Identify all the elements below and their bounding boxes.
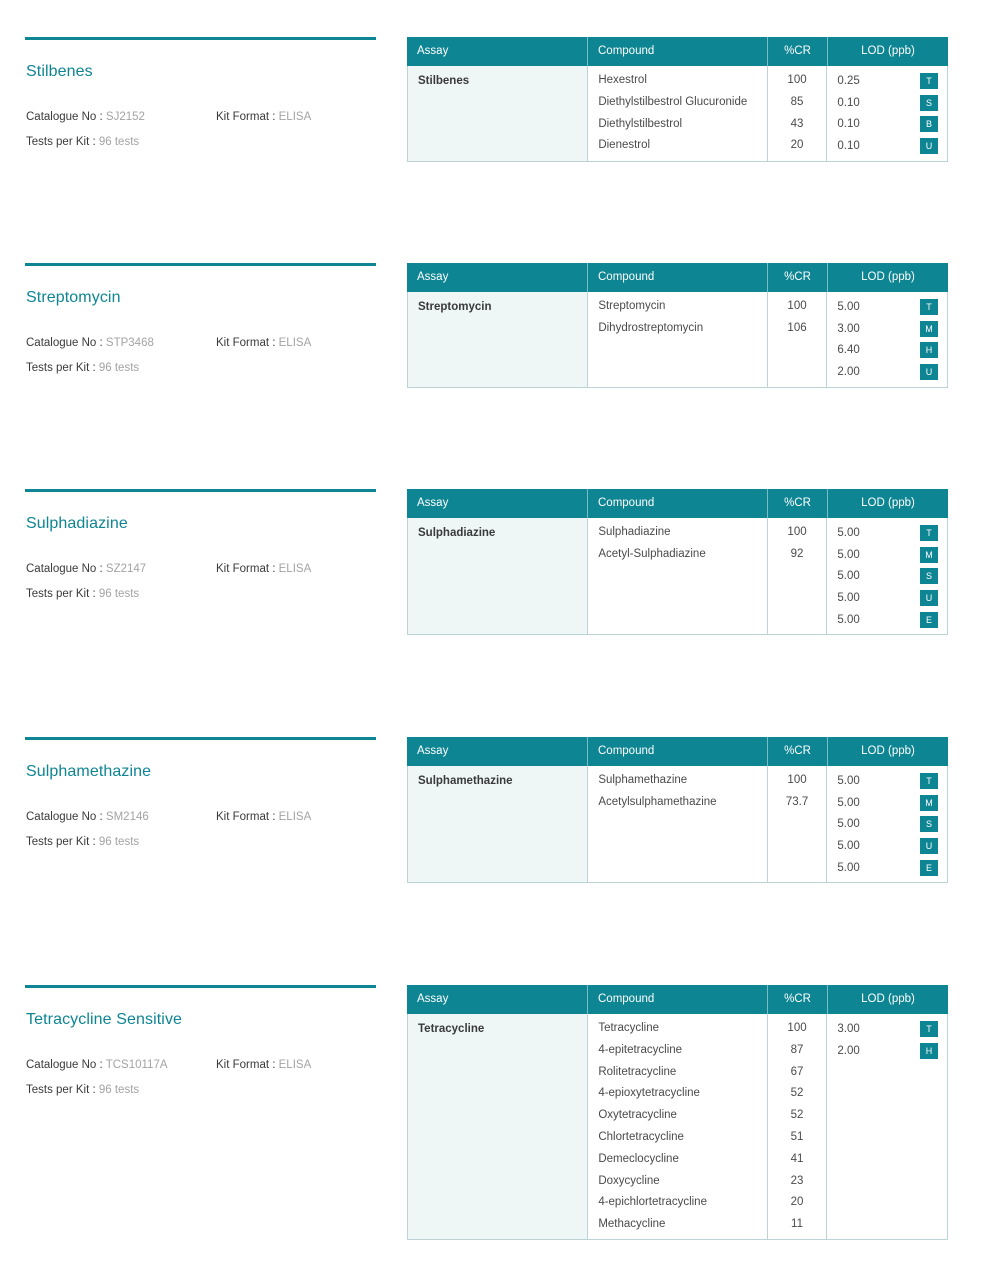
tests-per-kit	[26, 1084, 139, 1096]
header-lod: LOD (ppb)	[827, 489, 948, 518]
cr-value: 87	[790, 1043, 804, 1056]
tests-per-kit-label: Tests per Kit :	[26, 136, 96, 148]
product-title: Sulphamethazine	[26, 763, 152, 780]
section-rule	[25, 489, 376, 492]
product-info	[25, 37, 376, 148]
cr-value: 100	[787, 300, 807, 312]
product-info	[25, 737, 376, 848]
assay-table	[407, 737, 948, 883]
cr-column	[767, 518, 827, 634]
lod-value: 0.10	[837, 96, 860, 109]
cr-value: 20	[790, 1196, 804, 1209]
compound-name: 4-epitetracycline	[598, 1043, 683, 1056]
kit-format-label: Kit Format :	[216, 111, 276, 123]
catalogue-label: Catalogue No :	[26, 337, 103, 349]
compound-name: Dihydrostreptomycin	[598, 321, 704, 334]
compound-name: Acetyl-Sulphadiazine	[598, 547, 706, 560]
header-assay: Assay	[417, 45, 449, 57]
lod-row	[837, 114, 938, 136]
compound-name: Acetylsulphamethazine	[598, 795, 717, 808]
assay-table	[407, 37, 948, 162]
section-rule	[25, 37, 376, 40]
matrix-badge: U	[920, 138, 938, 154]
product-title: Sulphadiazine	[26, 515, 128, 532]
compound-column	[587, 66, 766, 161]
catalogue-value: SJ2152	[105, 111, 145, 123]
compound-name: Streptomycin	[598, 300, 666, 312]
table-header	[407, 37, 948, 66]
cr-value: 100	[787, 74, 807, 86]
lod-value: 3.00	[837, 1022, 860, 1035]
kit-format-value: ELISA	[278, 337, 312, 349]
matrix-badge: S	[920, 568, 938, 584]
lod-value: 2.00	[837, 1044, 860, 1057]
lod-column	[826, 1014, 947, 1239]
cr-value: 11	[791, 1218, 803, 1231]
kit-format-value: ELISA	[278, 111, 312, 123]
compound-name: Sulphamethazine	[598, 774, 688, 786]
lod-value: 5.00	[837, 774, 860, 787]
cr-column	[767, 1014, 827, 1239]
product-info	[25, 489, 376, 600]
compound-name: Hexestrol	[598, 74, 647, 86]
compound-name: Doxycycline	[598, 1174, 660, 1187]
compound-name: Rolitetracycline	[598, 1065, 677, 1078]
lod-row	[837, 587, 938, 609]
kit-format	[216, 337, 311, 349]
catalogue-value: SM2146	[105, 811, 149, 823]
matrix-badge: U	[920, 590, 938, 606]
cr-column	[767, 766, 827, 882]
cr-value: 41	[790, 1152, 804, 1165]
tests-per-kit-label: Tests per Kit :	[26, 1084, 96, 1096]
assay-name: Streptomycin	[408, 292, 587, 387]
kit-format	[216, 811, 311, 823]
catalogue-label: Catalogue No :	[26, 111, 103, 123]
compound-name: Chlortetracycline	[598, 1130, 684, 1143]
header-compound: Compound	[587, 985, 767, 1014]
compound-column	[587, 766, 766, 882]
cr-value: 43	[790, 117, 804, 130]
catalogue-no	[26, 811, 149, 823]
matrix-badge: S	[920, 95, 938, 111]
header-lod: LOD (ppb)	[827, 37, 948, 66]
tests-per-kit-value: 96 tests	[98, 836, 140, 848]
header-assay: Assay	[417, 745, 449, 757]
tests-per-kit-value: 96 tests	[98, 1084, 140, 1096]
compound-name: Sulphadiazine	[598, 526, 671, 538]
kit-format-value: ELISA	[278, 811, 312, 823]
lod-value: 2.00	[837, 366, 860, 379]
catalogue-no	[26, 111, 145, 123]
compound-name: 4-epichlortetracycline	[598, 1196, 707, 1209]
kit-format	[216, 111, 311, 123]
matrix-badge: S	[920, 816, 938, 832]
product-info	[25, 263, 376, 374]
assay-name: Sulphadiazine	[408, 518, 587, 634]
lod-column	[826, 766, 947, 882]
table-body	[407, 66, 948, 162]
tests-per-kit-label: Tests per Kit :	[26, 362, 96, 374]
kit-format-value: ELISA	[278, 563, 312, 575]
section-rule	[25, 985, 376, 988]
table-header	[407, 489, 948, 518]
lod-row	[837, 544, 938, 566]
lod-row	[837, 835, 938, 857]
kit-format-label: Kit Format :	[216, 563, 276, 575]
kit-format	[216, 1059, 311, 1071]
lod-row	[837, 318, 938, 340]
matrix-badge: T	[920, 299, 938, 315]
lod-row	[837, 1040, 938, 1062]
lod-row	[837, 1018, 938, 1040]
header-compound: Compound	[587, 263, 767, 292]
matrix-badge: T	[920, 1021, 938, 1037]
header-compound: Compound	[587, 489, 767, 518]
header-lod: LOD (ppb)	[827, 263, 948, 292]
lod-row	[837, 792, 938, 814]
cr-column	[767, 292, 827, 387]
catalogue-no	[26, 337, 154, 349]
tests-per-kit	[26, 362, 139, 374]
section-rule	[25, 737, 376, 740]
matrix-badge: E	[920, 860, 938, 876]
compound-name: Diethylstilbestrol Glucuronide	[598, 95, 748, 108]
matrix-badge: B	[920, 116, 938, 132]
lod-value: 5.00	[837, 614, 860, 627]
lod-row	[837, 609, 938, 631]
table-body	[407, 766, 948, 883]
lod-value: 5.00	[837, 570, 860, 583]
matrix-badge: M	[920, 547, 938, 563]
tests-per-kit-label: Tests per Kit :	[26, 588, 96, 600]
table-body	[407, 1014, 948, 1240]
lod-row	[837, 340, 938, 362]
catalogue-value: STP3468	[105, 337, 154, 349]
kit-format	[216, 563, 311, 575]
product-title: Streptomycin	[26, 289, 121, 306]
matrix-badge: U	[920, 838, 938, 854]
matrix-badge: E	[920, 612, 938, 628]
matrix-badge: T	[920, 773, 938, 789]
cr-value: 52	[790, 1087, 804, 1100]
cr-column	[767, 66, 827, 161]
compound-name: Oxytetracycline	[598, 1109, 677, 1122]
lod-row	[837, 566, 938, 588]
catalogue-label: Catalogue No :	[26, 1059, 103, 1071]
lod-row	[837, 522, 938, 544]
header-cr: %CR	[767, 263, 827, 292]
compound-column	[587, 292, 766, 387]
cr-value: 52	[790, 1109, 804, 1122]
header-cr: %CR	[767, 37, 827, 66]
header-cr: %CR	[767, 489, 827, 518]
kit-format-label: Kit Format :	[216, 1059, 276, 1071]
lod-row	[837, 135, 938, 157]
kit-format-label: Kit Format :	[216, 337, 276, 349]
section-rule	[25, 263, 376, 266]
lod-value: 5.00	[837, 818, 860, 831]
table-header	[407, 263, 948, 292]
kit-format-value: ELISA	[278, 1059, 312, 1071]
table-header	[407, 985, 948, 1014]
compound-name: Diethylstilbestrol	[598, 117, 683, 130]
lod-column	[826, 518, 947, 634]
assay-name: Tetracycline	[408, 1014, 587, 1239]
lod-value: 0.25	[837, 74, 860, 87]
lod-value: 5.00	[837, 592, 860, 605]
lod-value: 0.10	[837, 118, 860, 131]
compound-name: Tetracycline	[598, 1022, 660, 1034]
table-header	[407, 737, 948, 766]
cr-value: 20	[790, 139, 804, 152]
lod-row	[837, 92, 938, 114]
cr-value: 51	[790, 1130, 804, 1143]
table-body	[407, 518, 948, 635]
cr-value: 106	[787, 321, 807, 334]
catalogue-value: TCS10117A	[105, 1059, 168, 1071]
matrix-badge: T	[920, 525, 938, 541]
cr-value: 73.7	[785, 795, 809, 808]
lod-value: 5.00	[837, 548, 860, 561]
lod-row	[837, 857, 938, 879]
assay-table	[407, 985, 948, 1240]
catalogue-label: Catalogue No :	[26, 811, 103, 823]
assay-table	[407, 489, 948, 635]
lod-value: 5.00	[837, 300, 860, 313]
cr-value: 67	[790, 1065, 804, 1078]
lod-row	[837, 70, 938, 92]
lod-value: 5.00	[837, 796, 860, 809]
lod-row	[837, 770, 938, 792]
product-info	[25, 985, 376, 1096]
matrix-badge: H	[920, 1043, 938, 1059]
compound-name: Demeclocycline	[598, 1152, 679, 1165]
cr-value: 92	[790, 547, 804, 560]
compound-column	[587, 1014, 766, 1239]
matrix-badge: M	[920, 321, 938, 337]
tests-per-kit	[26, 136, 139, 148]
catalogue-no	[26, 1059, 168, 1071]
catalogue-no	[26, 563, 146, 575]
matrix-badge: H	[920, 342, 938, 358]
header-compound: Compound	[587, 37, 767, 66]
header-assay: Assay	[417, 271, 449, 283]
lod-column	[826, 292, 947, 387]
cr-value: 100	[787, 526, 807, 538]
lod-value: 5.00	[837, 840, 860, 853]
cr-value: 100	[787, 1022, 807, 1034]
header-cr: %CR	[767, 737, 827, 766]
product-title: Tetracycline Sensitive	[26, 1011, 183, 1028]
lod-value: 3.00	[837, 322, 860, 335]
tests-per-kit-value: 96 tests	[98, 136, 140, 148]
compound-column	[587, 518, 766, 634]
lod-column	[826, 66, 947, 161]
assay-name: Stilbenes	[408, 66, 587, 161]
compound-name: Methacycline	[598, 1218, 666, 1231]
lod-row	[837, 361, 938, 383]
tests-per-kit-value: 96 tests	[98, 588, 140, 600]
tests-per-kit	[26, 588, 139, 600]
lod-value: 5.00	[837, 862, 860, 875]
header-assay: Assay	[417, 993, 449, 1005]
assay-table	[407, 263, 948, 388]
header-cr: %CR	[767, 985, 827, 1014]
table-body	[407, 292, 948, 388]
lod-value: 0.10	[837, 140, 860, 153]
cr-value: 100	[787, 774, 807, 786]
product-title: Stilbenes	[26, 63, 93, 80]
header-lod: LOD (ppb)	[827, 985, 948, 1014]
matrix-badge: U	[920, 364, 938, 380]
header-assay: Assay	[417, 497, 449, 509]
header-lod: LOD (ppb)	[827, 737, 948, 766]
tests-per-kit-label: Tests per Kit :	[26, 836, 96, 848]
compound-name: 4-epioxytetracycline	[598, 1087, 700, 1100]
lod-row	[837, 814, 938, 836]
lod-value: 5.00	[837, 526, 860, 539]
lod-value: 6.40	[837, 344, 860, 357]
cr-value: 23	[790, 1174, 804, 1187]
cr-value: 85	[790, 95, 804, 108]
tests-per-kit	[26, 836, 139, 848]
tests-per-kit-value: 96 tests	[98, 362, 140, 374]
catalogue-value: SZ2147	[105, 563, 147, 575]
catalogue-label: Catalogue No :	[26, 563, 103, 575]
kit-format-label: Kit Format :	[216, 811, 276, 823]
matrix-badge: M	[920, 795, 938, 811]
compound-name: Dienestrol	[598, 139, 651, 152]
header-compound: Compound	[587, 737, 767, 766]
assay-name: Sulphamethazine	[408, 766, 587, 882]
lod-row	[837, 296, 938, 318]
matrix-badge: T	[920, 73, 938, 89]
